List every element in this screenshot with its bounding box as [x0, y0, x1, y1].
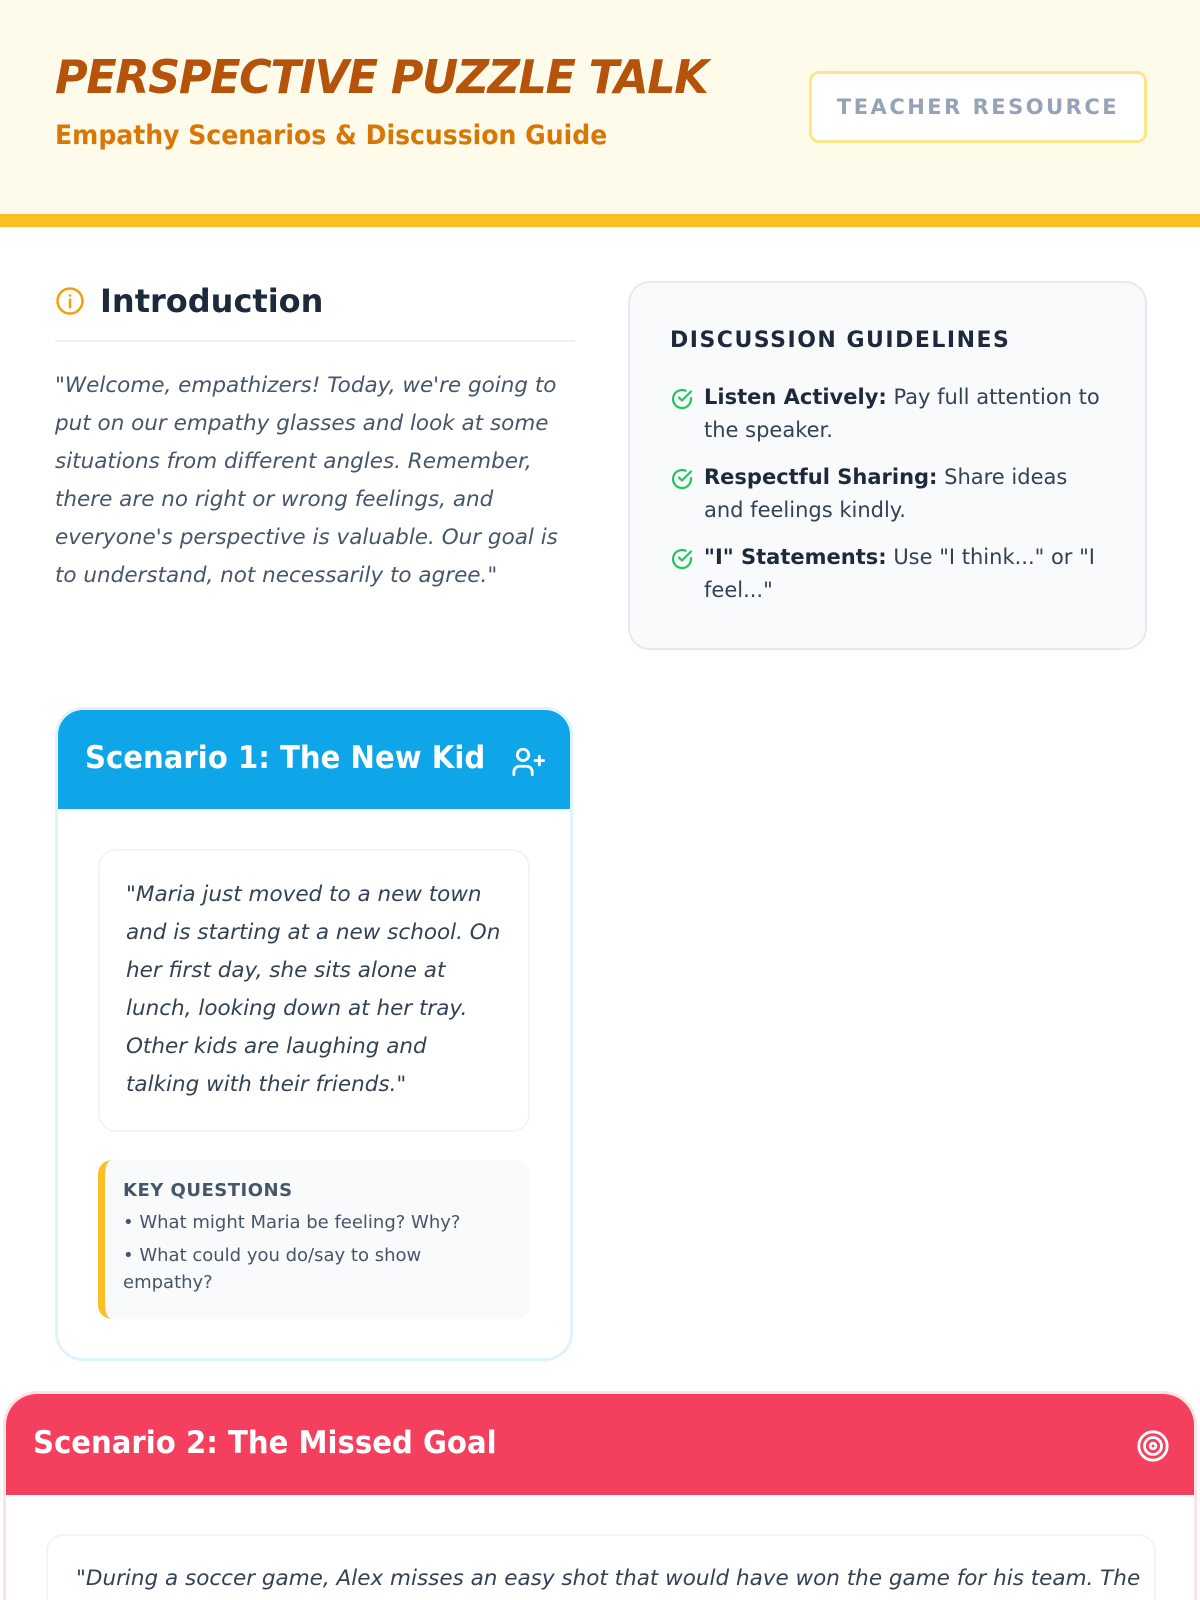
introduction-text: "Welcome, empathizers! Today, we're going to put on our empathy glasses and look at some situations from different angles. Remember, there are no right or wrong feelings, and everyone's perspective is valuable. Our goal is to understand, not necessarily to agree."	[55, 373, 558, 588]
introduction-title: Introduction	[100, 282, 324, 320]
guideline-item	[670, 381, 1110, 447]
guideline-item	[670, 541, 1110, 607]
scenario-1-title: Scenario 1: The New Kid	[85, 740, 486, 776]
guideline-text: Use "I think..." or "I feel..."	[704, 545, 1095, 602]
guidelines-title: DISCUSSION GUIDELINES	[670, 328, 1011, 353]
key-questions-title: KEY QUESTIONS	[123, 1180, 293, 1201]
guideline-label: Listen Actively:	[704, 385, 887, 409]
target-icon	[1136, 1429, 1170, 1463]
header-accent-bar	[0, 214, 1200, 227]
guideline-label: "I" Statements:	[704, 545, 887, 569]
key-questions-box	[98, 1160, 530, 1319]
key-question: • What might Maria be feeling? Why?	[123, 1212, 461, 1233]
check-circle-icon	[670, 547, 694, 571]
scenario-2-title: Scenario 2: The Missed Goal	[33, 1425, 497, 1461]
scenario-2-header	[6, 1394, 1194, 1495]
page-header	[0, 0, 1200, 214]
scenario-1-card	[55, 707, 573, 1361]
introduction-heading	[55, 282, 323, 320]
check-circle-icon	[670, 387, 694, 411]
scenario-2-card	[3, 1391, 1197, 1600]
user-plus-icon	[511, 745, 545, 779]
page-subtitle: Empathy Scenarios & Discussion Guide	[55, 120, 608, 151]
scenario-2-quote: "During a soccer game, Alex misses an easy shot that would have won the game for his team. The	[46, 1534, 1156, 1600]
info-icon	[55, 286, 85, 316]
guideline-text: Share ideas and feelings kindly.	[704, 465, 1068, 522]
scenario-1-header	[58, 710, 570, 809]
guideline-item	[670, 461, 1110, 527]
guideline-label: Respectful Sharing:	[704, 465, 938, 489]
key-question: • What could you do/say to show empathy?	[123, 1245, 422, 1293]
page-title: PERSPECTIVE PUZZLE TALK	[55, 50, 708, 104]
introduction-divider	[55, 340, 575, 342]
guideline-text: Pay full attention to the speaker.	[704, 385, 1100, 442]
check-circle-icon	[670, 467, 694, 491]
scenario-1-quote: "Maria just moved to a new town and is starting at a new school. On her first day, she sits alone at lunch, looking down at her tray. Other kids are laughing and talking with their friends."	[98, 849, 530, 1132]
teacher-resource-badge: TEACHER RESOURCE	[809, 71, 1147, 143]
discussion-guidelines-card	[628, 281, 1147, 650]
